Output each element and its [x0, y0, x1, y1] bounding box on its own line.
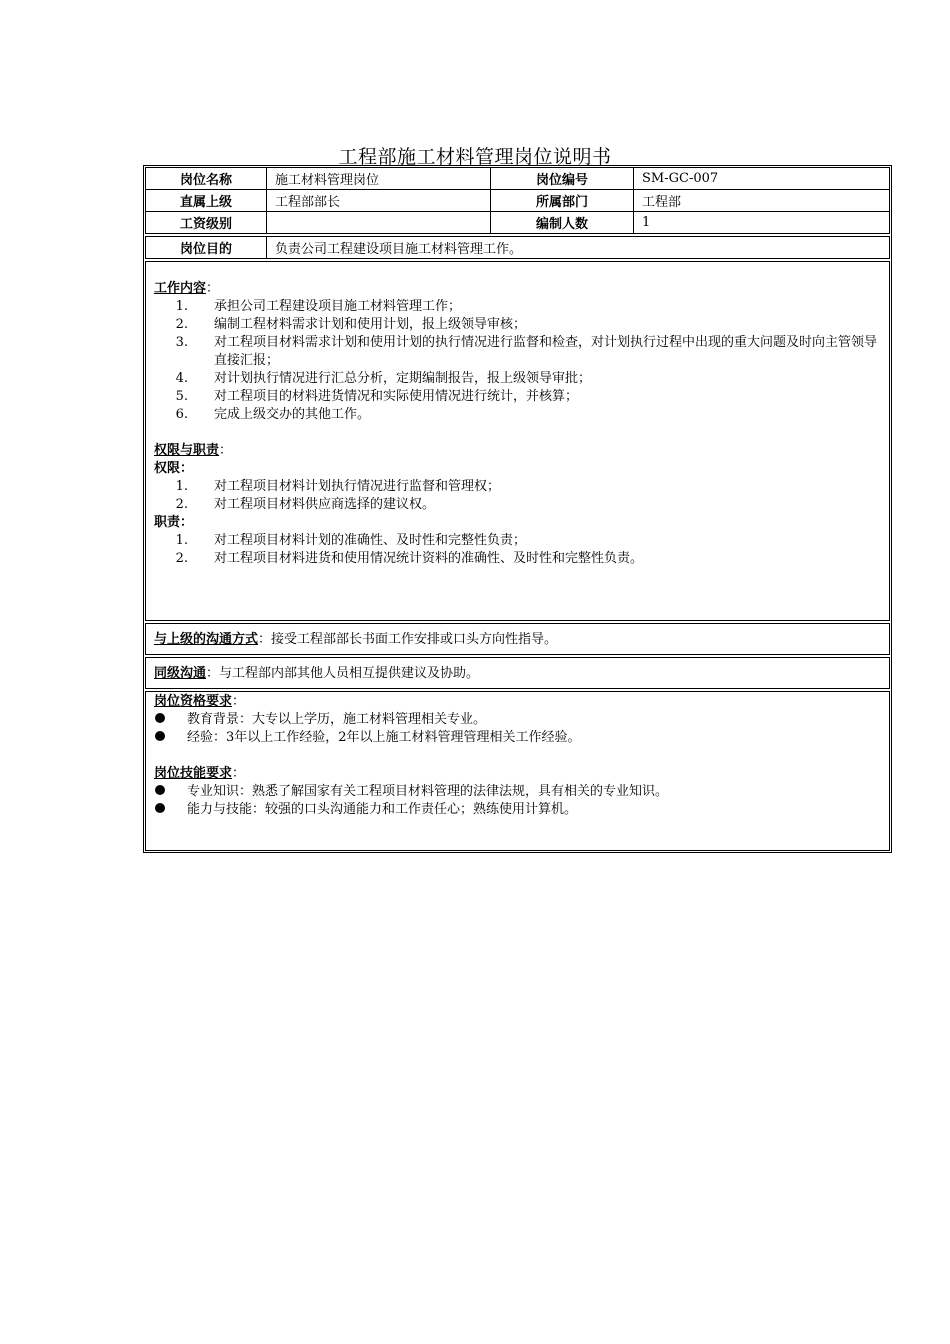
qualification-heading: 岗位资格要求	[154, 694, 233, 709]
list-item: 4. 对计划执行情况进行汇总分析，定期编制报告，报上级领导审批；	[175, 371, 592, 386]
comm-up-label: 与上级的沟通方式	[154, 632, 259, 647]
job-description-table	[143, 165, 892, 853]
position-code-value: SM-GC-007	[633, 168, 889, 189]
position-code-label: 岗位编号	[490, 168, 633, 189]
skills-list	[154, 783, 881, 819]
duties-section: 工作内容： 1. 承担公司工程建设项目施工材料管理工作； 2. 编制工程材料需求计划和使用计划，报上级领导审核； 3. 对工程项目材料需求计划和使用计划的执行情况进行监督和检查，对计划执行过程中出现的重大问题及时向主管领导直接汇报； 4. 对计划执行情况进行汇总分析，定期编制报告，报上级领导审批； 5. 对工程项目的材料进货情况和实际使用情况进行统计，并核算； 6. 完成上级交办的其他工作。 权限与职责： 权限： 1. 对工程项目材料计划执行情况进行监督和管理权； 2. 对工程项目材料供应商选择的建议权。 职责： 1. 对工程项目材料计划的准确性、及时性和完整性负责； 2. 对工程项目材料进货和使用情况统计资料的准确性、及时性和完整性负责。	[145, 261, 890, 621]
list-item: 2. 编制工程材料需求计划和使用计划，报上级领导审核；	[175, 317, 527, 332]
list-item: 专业知识：熟悉了解国家有关工程项目材料管理的法律法规，具有相关的专业知识。	[154, 783, 881, 801]
document-title: 工程部施工材料管理岗位说明书	[338, 146, 612, 168]
list-item: 5. 对工程项目的材料进货情况和实际使用情况进行统计，并核算；	[175, 389, 579, 404]
info-row-3	[146, 211, 889, 233]
comm-up-section: 与上级的沟通方式：接受工程部部长书面工作安排或口头方向性指导。	[145, 623, 890, 655]
supervisor-value: 工程部部长	[266, 190, 490, 211]
info-row-2	[146, 189, 889, 211]
headcount-label: 编制人数	[490, 212, 633, 233]
rights-list	[154, 478, 881, 514]
list-item: 1. 对工程项目材料计划执行情况进行监督和管理权；	[175, 479, 501, 494]
purpose-row	[145, 236, 890, 259]
list-item: 2. 对工程项目材料进货和使用情况统计资料的准确性、及时性和完整性负责。	[175, 551, 644, 566]
purpose-label: 岗位目的	[179, 242, 232, 257]
list-item: 能力与技能：较强的口头沟通能力和工作责任心；熟练使用计算机。	[154, 801, 881, 819]
list-item: 1. 承担公司工程建设项目施工材料管理工作；	[175, 299, 462, 314]
salary-value	[266, 212, 490, 233]
purpose-value: 负责公司工程建设项目施工材料管理工作。	[266, 237, 889, 258]
qualification-list	[154, 711, 881, 747]
position-name-value: 施工材料管理岗位	[266, 168, 490, 189]
duties-list	[154, 532, 881, 568]
requirements-section: 岗位资格要求： 教育背景：大专以上学历，施工材料管理相关专业。 经验：3年以上工作经验，2年以上施工材料管理管理相关工作经验。 岗位技能要求： 专业知识：熟悉了解国家有关工程项目材料管理的法律法规，具有相关的专业知识。 能力与技能：较强的口头沟通能力和工作责任心；熟练使用计算机。	[145, 691, 890, 851]
work-heading: 工作内容	[154, 281, 207, 296]
list-item: 经验：3年以上工作经验，2年以上施工材料管理管理相关工作经验。	[154, 729, 881, 747]
salary-label: 工资级别	[179, 217, 232, 232]
info-grid	[145, 167, 890, 234]
comm-peer-label: 同级沟通	[154, 666, 207, 681]
comm-peer-text: 与工程部内部其他人员相互提供建议及协助。	[219, 666, 480, 681]
headcount-value: 1	[633, 212, 889, 233]
bullet-icon	[155, 713, 165, 723]
skills-heading: 岗位技能要求	[154, 766, 233, 781]
list-item: 3. 对工程项目材料需求计划和使用计划的执行情况进行监督和检查，对计划执行过程中出现的重大问题及时向主管领导直接汇报；	[175, 335, 878, 368]
department-label: 所属部门	[490, 190, 633, 211]
department-value: 工程部	[633, 190, 889, 211]
list-item: 2. 对工程项目材料供应商选择的建议权。	[175, 497, 436, 512]
comm-peer-section: 同级沟通：与工程部内部其他人员相互提供建议及协助。	[145, 657, 890, 689]
rights-label: 权限：	[154, 461, 194, 476]
bullet-icon	[155, 803, 165, 813]
list-item: 1. 对工程项目材料计划的准确性、及时性和完整性负责；	[175, 533, 527, 548]
work-list	[154, 298, 881, 424]
position-name-label: 岗位名称	[179, 173, 232, 188]
list-item: 6. 完成上级交办的其他工作。	[175, 407, 371, 422]
list-item: 教育背景：大专以上学历，施工材料管理相关专业。	[154, 711, 881, 729]
authority-heading: 权限与职责	[154, 443, 220, 458]
bullet-icon	[155, 731, 165, 741]
info-row-1	[146, 168, 889, 189]
comm-up-text: 接受工程部部长书面工作安排或口头方向性指导。	[271, 632, 558, 647]
bullet-icon	[155, 785, 165, 795]
duties-label: 职责：	[154, 515, 194, 530]
supervisor-label: 直属上级	[179, 195, 232, 210]
